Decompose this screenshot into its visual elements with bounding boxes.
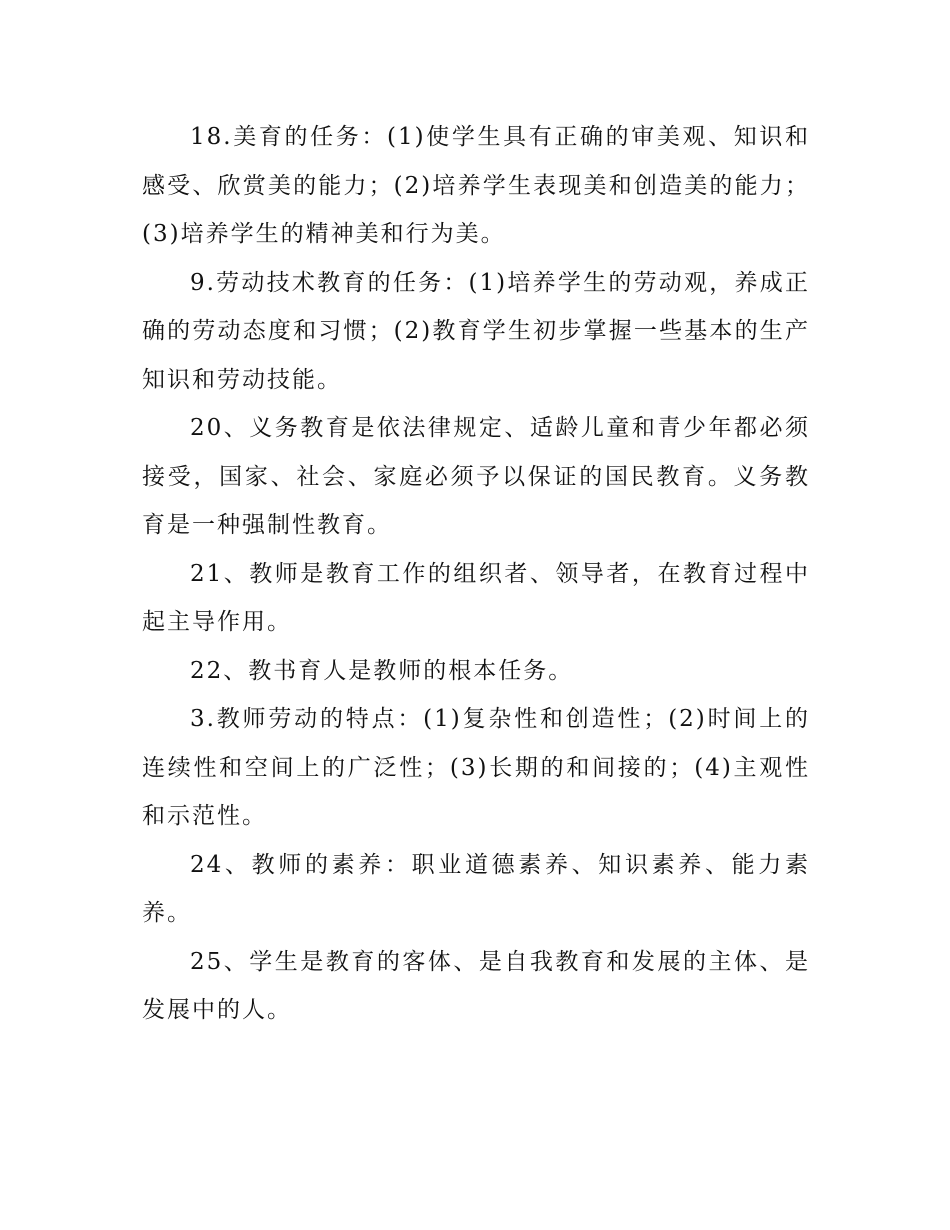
paragraph-compulsory-education: 20、义务教育是依法律规定、适龄儿童和青少年都必须接受，国家、社会、家庭必须予以保证的国民教育。义务教育是一种强制性教育。 bbox=[142, 415, 810, 538]
document-body bbox=[142, 113, 810, 1035]
paragraph-labor-education: 9.劳动技术教育的任务：(1)培养学生的劳动观，养成正确的劳动态度和习惯；(2)教育学生初步掌握一些基本的生产知识和劳动技能。 bbox=[142, 269, 810, 393]
paragraph-teacher-task: 22、教书育人是教师的根本任务。 bbox=[190, 657, 574, 684]
paragraph-aesthetic-education: 18.美育的任务：(1)使学生具有正确的审美观、知识和感受、欣赏美的能力；(2)培养学生表现美和创造美的能力；(3)培养学生的精神美和行为美。 bbox=[142, 124, 810, 247]
paragraph-student-nature: 25、学生是教育的客体、是自我教育和发展的主体、是发展中的人。 bbox=[142, 948, 810, 1023]
paragraph-teacher-qualities: 24、教师的素养：职业道德素养、知识素养、能力素养。 bbox=[142, 851, 810, 926]
paragraph-teacher-role: 21、教师是教育工作的组织者、领导者，在教育过程中起主导作用。 bbox=[142, 560, 810, 635]
paragraph-teacher-labor-features: 3.教师劳动的特点：(1)复杂性和创造性；(2)时间上的连续性和空间上的广泛性；(3)长期的和间接的；(4)主观性和示范性。 bbox=[142, 706, 810, 829]
